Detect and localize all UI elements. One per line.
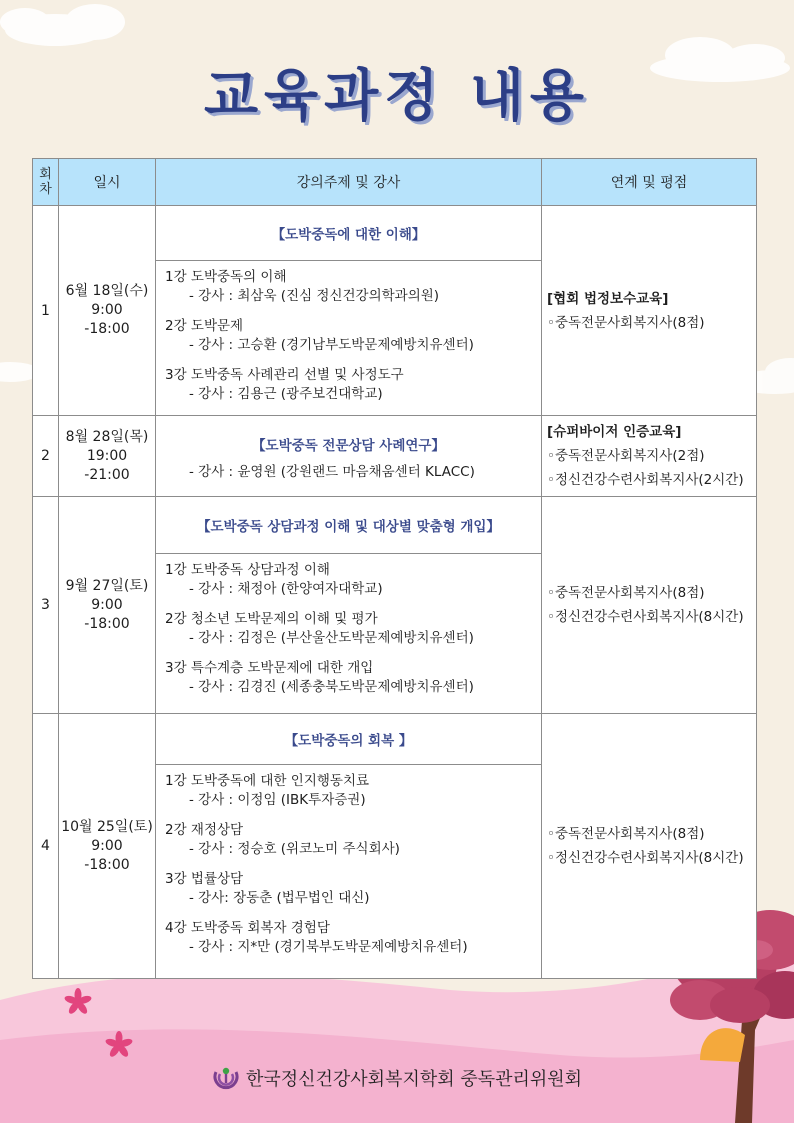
eval-item: ◦중독전문사회복지사(2점) [547,448,705,464]
eval-item: ◦정신건강수련사회복지사(8시간) [547,609,744,625]
topic-cell [156,206,542,416]
round-cell: 4 [33,714,59,979]
topic-title: 【도박중독 전문상담 사례연구】 [252,437,445,454]
table-row [33,497,757,714]
footer [0,1063,794,1093]
lecture-instructor: - 강사 : 채정아 (한양여자대학교) [189,581,383,597]
lecture-instructor: - 강사 : 정승호 (위코노미 주식회사) [189,841,400,857]
lecture-name: 2강 도박문제 [165,318,244,334]
header-topic: 강의주제 및 강사 [156,159,542,206]
topic-cell [156,497,542,714]
date-cell: 10월 25일(토) 9:00 -18:00 [59,714,156,979]
lecture-instructor: - 강사 : 김경진 (세종충북도박문제예방치유센터) [189,679,474,695]
lecture-instructor: - 강사 : 지*만 (경기북부도박문제예방치유센터) [189,939,468,955]
topic-cell [156,714,542,979]
eval-item: ◦중독전문사회복지사(8점) [547,826,705,842]
lecture-name: 3강 법률상담 [165,871,244,887]
lecture-item [165,317,541,355]
topic-title: 【도박중독 상담과정 이해 및 대상별 맞춤형 개입】 [156,497,541,554]
eval-heading: [협회 법정보수교육] [547,290,669,307]
date-cell: 8월 28일(목) 19:00 -21:00 [59,416,156,497]
eval-heading: [슈퍼바이저 인증교육] [547,424,682,440]
eval-item: ◦정신건강수련사회복지사(8시간) [547,850,744,866]
round-cell: 3 [33,497,59,714]
lecture-item [165,268,541,306]
lecture-name: 1강 도박중독 상담과정 이해 [165,562,330,578]
lecture-name: 3강 도박중독 사례관리 선별 및 사정도구 [165,367,404,383]
topic-cell [156,416,542,497]
lecture-instructor: - 강사: 장동춘 (법무법인 대신) [189,890,370,906]
organization-name: 한국정신건강사회복지학회 중독관리위원회 [245,1069,583,1090]
lecture-list [156,261,541,404]
header-round: 회 차 [33,159,59,206]
eval-cell [542,497,757,714]
table-row [33,206,757,416]
lecture-name: 2강 재정상담 [165,822,244,838]
schedule-table [32,158,757,979]
lecture-instructor: - 강사 : 김정은 (부산울산도박문제예방치유센터) [189,630,474,646]
lecture-instructor: - 강사 : 최삼욱 (진심 정신건강의학과의원) [189,288,440,304]
cloud-top-left [0,4,125,46]
eval-cell [542,416,757,497]
lecture-name: 3강 특수계층 도박문제에 대한 개입 [165,660,374,676]
lecture-item [165,919,541,957]
lecture-item [165,772,541,810]
page-title: 교육과정 내용 [203,64,591,129]
date-cell: 9월 27일(토) 9:00 -18:00 [59,497,156,714]
lecture-instructor: - 강사 : 이정임 (IBK투자증권) [189,792,366,808]
topic-title: 【도박중독의 회복 】 [156,714,541,765]
lecture-list [156,554,541,697]
lecture-item [165,821,541,859]
lecture-name: 2강 청소년 도박문제의 이해 및 평가 [165,611,378,627]
round-cell: 1 [33,206,59,416]
lecture-item [165,366,541,404]
lecture-instructor: - 강사 : 윤영원 (강원랜드 마음채움센터 KLACC) [189,463,475,480]
topic-title: 【도박중독에 대한 이해】 [156,206,541,261]
eval-item: ◦정신건강수련사회복지사(2시간) [547,472,744,488]
lecture-item [165,659,541,697]
lecture-name: 4강 도박중독 회복자 경험담 [165,920,330,936]
header-date: 일시 [59,159,156,206]
lecture-item [165,870,541,908]
lecture-list [156,765,541,957]
lecture-name: 1강 도박중독의 이해 [165,269,287,285]
round-cell: 2 [33,416,59,497]
eval-item: ◦중독전문사회복지사(8점) [547,314,705,331]
eval-cell [542,714,757,979]
date-cell: 6월 18일(수) 9:00 -18:00 [59,206,156,416]
lecture-item [165,561,541,599]
table-row [33,714,757,979]
eval-item: ◦중독전문사회복지사(8점) [547,585,705,601]
lecture-instructor: - 강사 : 김용근 (광주보건대학교) [189,386,383,402]
lecture-item [165,610,541,648]
association-logo-icon [212,1064,240,1092]
table-header-row [33,159,757,206]
lecture-name: 1강 도박중독에 대한 인지행동치료 [165,773,370,789]
lecture-instructor: - 강사 : 고승환 (경기남부도박문제예방치유센터) [189,337,474,353]
table-row [33,416,757,497]
eval-cell [542,206,757,416]
header-eval: 연계 및 평점 [542,159,757,206]
